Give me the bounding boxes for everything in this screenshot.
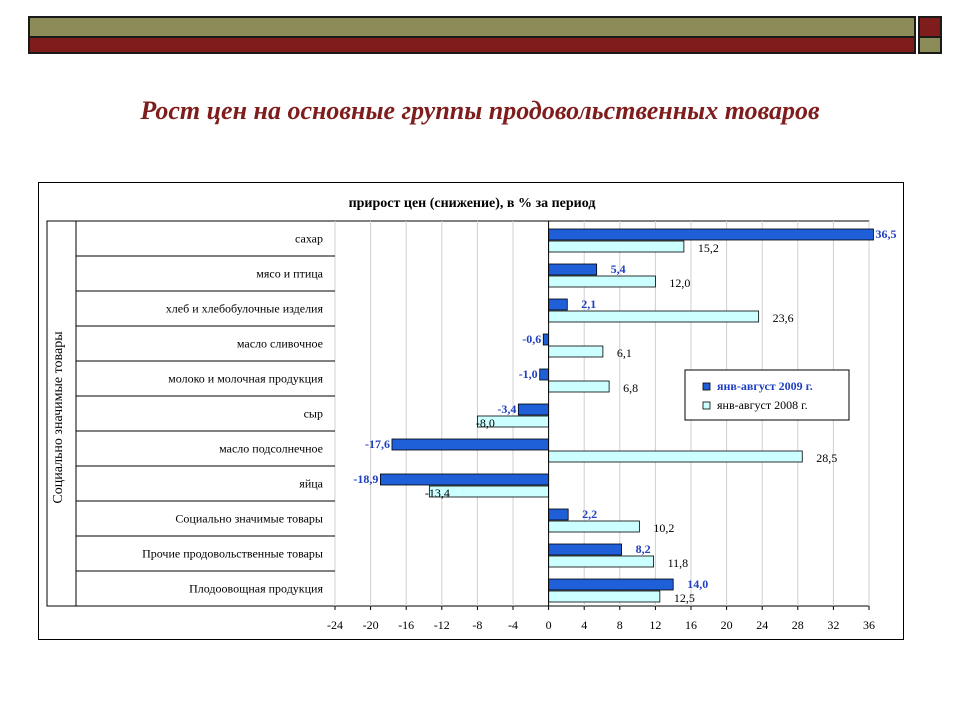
bar-2009 xyxy=(518,404,548,415)
category-label: масло подсолнечное xyxy=(219,441,323,456)
bar-2009 xyxy=(540,369,549,380)
header-red-band xyxy=(28,38,916,54)
bar-2009 xyxy=(549,509,569,520)
data-label-2008: 12,0 xyxy=(669,276,691,290)
x-tick-label: -16 xyxy=(398,618,415,632)
data-label-2008: -13,4 xyxy=(424,486,450,500)
category-label: хлеб и хлебобулочные изделия xyxy=(165,301,323,316)
bar-2009 xyxy=(549,229,874,240)
data-label-2008: 11,8 xyxy=(667,556,689,570)
x-tick-label: 8 xyxy=(616,618,623,632)
x-tick-label: -8 xyxy=(472,618,483,632)
data-label-2008: 6,8 xyxy=(623,381,639,395)
category-label: Прочие продовольственные товары xyxy=(142,546,323,561)
data-label-2008: 12,5 xyxy=(673,591,695,605)
category-label: молоко и молочная продукция xyxy=(168,371,323,386)
category-label: масло сливочное xyxy=(236,336,323,351)
bar-2009 xyxy=(543,334,548,345)
data-label-2009: 2,2 xyxy=(582,507,598,521)
data-label-2009: -17,6 xyxy=(364,437,390,451)
x-tick-label: 28 xyxy=(791,618,804,632)
x-tick-label: 36 xyxy=(863,618,875,632)
data-label-2008: 23,6 xyxy=(772,311,794,325)
x-tick-label: 24 xyxy=(756,618,769,632)
header-olive-band xyxy=(28,16,916,38)
bar-2009 xyxy=(549,299,568,310)
bar-2008 xyxy=(549,346,603,357)
chart-frame xyxy=(38,182,904,640)
data-label-2008: 15,2 xyxy=(697,241,719,255)
data-label-2009: -18,9 xyxy=(353,472,379,486)
bar-2008 xyxy=(549,311,759,322)
legend-label-2008: янв-август 2008 г. xyxy=(717,398,808,412)
slide-title: Рост цен на основные группы продовольственных товаров xyxy=(140,96,820,125)
bar-2009 xyxy=(380,474,548,485)
bar-2008 xyxy=(549,241,684,252)
legend-box xyxy=(685,370,849,420)
x-tick-label: 16 xyxy=(685,618,697,632)
category-label: сыр xyxy=(303,406,323,421)
legend-swatch-2008 xyxy=(703,402,710,409)
x-tick-label: -20 xyxy=(362,618,379,632)
data-label-2009: 8,2 xyxy=(635,542,651,556)
header-red-square xyxy=(918,16,942,38)
category-label: яйца xyxy=(299,476,323,491)
data-label-2008: 10,2 xyxy=(653,521,675,535)
data-label-2008: -8,0 xyxy=(475,416,495,430)
data-label-2009: 2,1 xyxy=(581,297,597,311)
bar-2008 xyxy=(549,591,660,602)
x-tick-label: -12 xyxy=(433,618,450,632)
category-label: сахар xyxy=(295,231,323,246)
bar-2009 xyxy=(549,579,674,590)
data-label-2009: -0,6 xyxy=(522,332,542,346)
legend-label-2009: янв-август 2009 г. xyxy=(717,379,813,393)
header-olive-square xyxy=(918,38,942,54)
bar-2008 xyxy=(549,556,654,567)
category-label: мясо и птица xyxy=(256,266,323,281)
category-label: Социально значимые товары xyxy=(175,511,323,526)
chart-title: прирост цен (снижение), в % за период xyxy=(348,196,596,211)
x-tick-label: -24 xyxy=(327,618,343,632)
data-label-2009: 36,5 xyxy=(875,227,897,241)
data-label-2008: 6,1 xyxy=(616,346,632,360)
data-label-2009: 14,0 xyxy=(687,577,709,591)
bar-2008 xyxy=(549,381,610,392)
x-tick-label: -4 xyxy=(508,618,518,632)
bar-2009 xyxy=(549,544,622,555)
x-tick-label: 32 xyxy=(827,618,840,632)
category-label: Плодоовощная продукция xyxy=(189,581,323,596)
data-label-2009: -1,0 xyxy=(518,367,538,381)
data-label-2009: -3,4 xyxy=(497,402,517,416)
legend-swatch-2009 xyxy=(703,383,710,390)
data-label-2008: 28,5 xyxy=(816,451,838,465)
x-tick-label: 4 xyxy=(581,618,588,632)
bar-2009 xyxy=(549,264,597,275)
price-growth-chart xyxy=(39,183,905,641)
bar-2009 xyxy=(392,439,549,450)
x-tick-label: 0 xyxy=(545,618,552,632)
bar-2008 xyxy=(549,451,803,462)
bar-2008 xyxy=(549,521,640,532)
x-tick-label: 12 xyxy=(649,618,662,632)
x-tick-label: 20 xyxy=(720,618,733,632)
bar-2008 xyxy=(549,276,656,287)
data-label-2009: 5,4 xyxy=(610,262,626,276)
y-axis-label: Социально значимые товары xyxy=(51,331,66,504)
